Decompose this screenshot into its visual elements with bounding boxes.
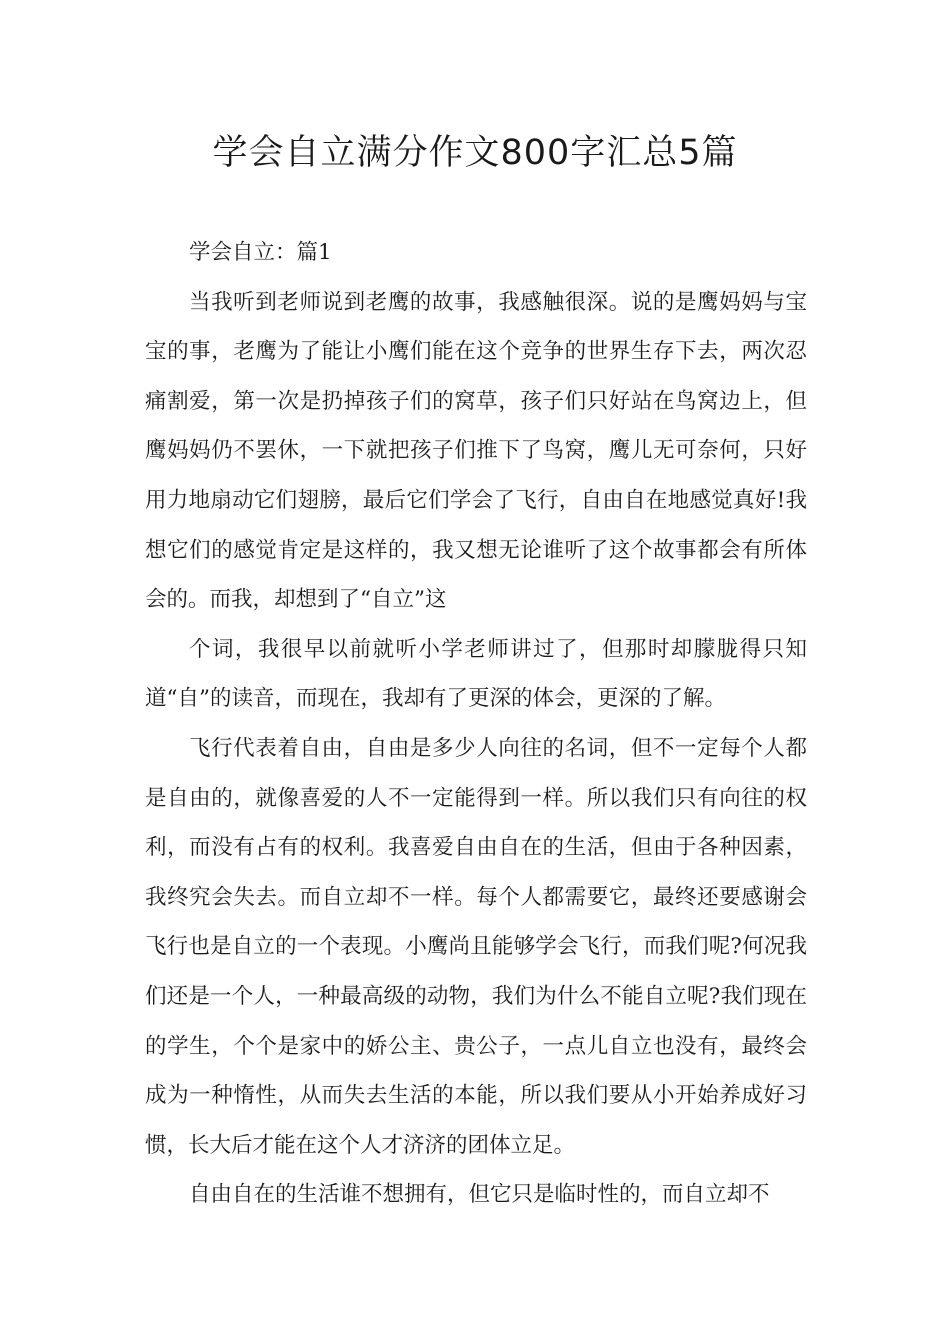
paragraph-3: 飞行代表着自由，自由是多少人向往的名词，但不一定每个人都是自由的，就像喜爱的人不一定能得到一样。所以我们只有向往的权利，而没有占有的权利。我喜爱自由自在的生活，但由于各种因素，我终究会失去。而自立却不一样。每个人都需要它，最终还要感谢会飞行也是自立的一个表现。小鹰尚且能够学会飞行，而我们呢?何况我们还是一个人，一种最高级的动物，我们为什么不能自立呢?我们现在的学生，个个是家中的娇公主、贵公子，一点儿自立也没有，最终会成为一种惰性，从而失去生活的本能，所以我们要从小开始养成好习惯，长大后才能在这个人才济济的团体立足。 (145, 735, 807, 1158)
document-body (145, 228, 807, 1220)
document-title: 学会自立满分作文800字汇总5篇 (212, 133, 738, 173)
paragraph-4: 自由自在的生活谁不想拥有，但它只是临时性的，而自立却不 (189, 1182, 770, 1208)
section-heading: 学会自立：篇1 (189, 240, 332, 265)
paragraph-2: 个词，我很早以前就听小学老师讲过了，但那时却朦胧得只知道“自”的读音，而现在，我却有了更深的体会，更深的了解。 (145, 636, 807, 712)
paragraph-1: 当我听到老师说到老鹰的故事，我感触很深。说的是鹰妈妈与宝宝的事，老鹰为了能让小鹰们能在这个竞争的世界生存下去，两次忍痛割爱，第一次是扔掉孩子们的窝草，孩子们只好站在鸟窝边上，但鹰妈妈仍不罢休，一下就把孩子们推下了鸟窝，鹰儿无可奈何，只好用力地扇动它们翅膀，最后它们学会了飞行，自由自在地感觉真好!我想它们的感觉肯定是这样的，我又想无论谁听了这个故事都会有所体会的。而我，却想到了“自立”这 (145, 289, 807, 613)
